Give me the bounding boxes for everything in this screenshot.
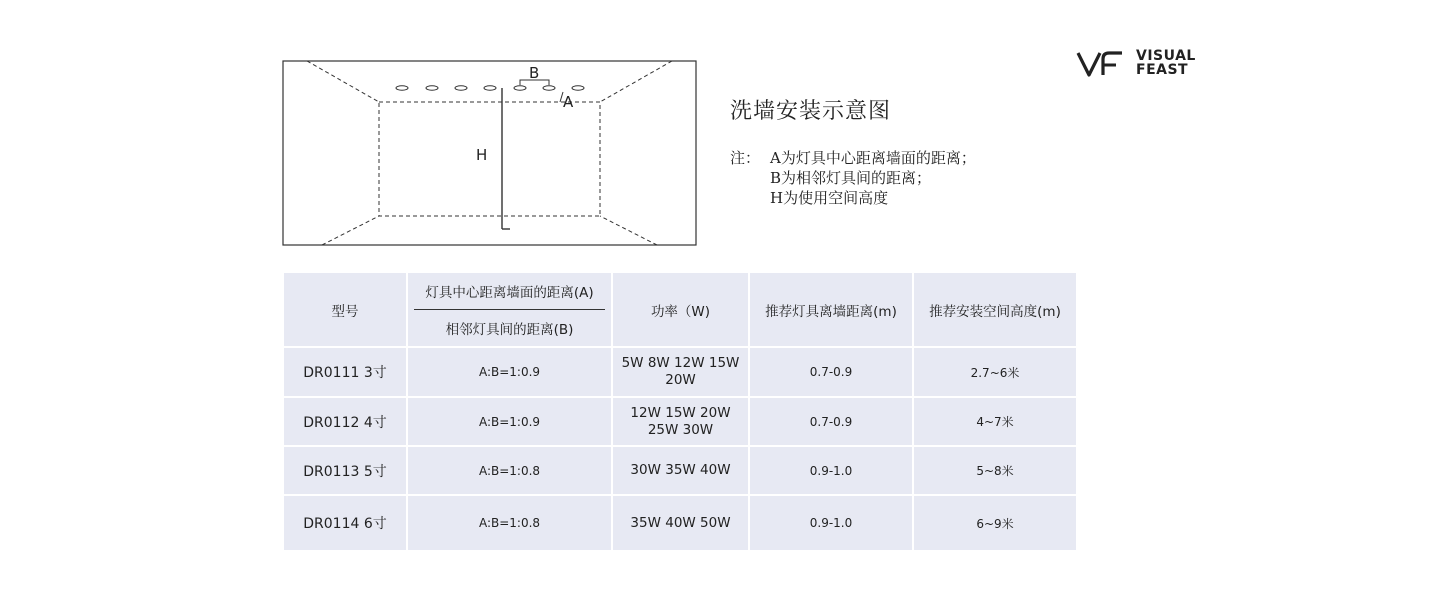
header-height: 推荐安装空间高度(m) — [913, 272, 1077, 347]
cell-model: DR0114 6寸 — [283, 495, 407, 551]
note-line-h: H为使用空间高度 — [770, 189, 889, 207]
cell-ratio: A:B=1:0.9 — [407, 347, 612, 397]
cell-height: 4~7米 — [913, 397, 1077, 446]
header-wall-distance: 推荐灯具离墙距离(m) — [749, 272, 913, 347]
table-row — [283, 495, 1077, 551]
header-distance-a: 灯具中心距离墙面的距离(A) — [414, 281, 605, 310]
cell-wall-distance: 0.9-1.0 — [749, 446, 913, 495]
logo-word-visual: VISUAL — [1136, 48, 1196, 64]
label-a: A — [563, 93, 574, 111]
cell-ratio: A:B=1:0.8 — [407, 495, 612, 551]
cell-power: 35W 40W 50W — [612, 495, 749, 551]
table-row — [283, 446, 1077, 495]
table-row — [283, 347, 1077, 397]
brand-logo — [1076, 45, 1196, 81]
cell-height: 2.7~6米 — [913, 347, 1077, 397]
cell-power: 30W 35W 40W — [612, 446, 749, 495]
cell-ratio: A:B=1:0.9 — [407, 397, 612, 446]
cell-wall-distance: 0.7-0.9 — [749, 347, 913, 397]
cell-height: 6~9米 — [913, 495, 1077, 551]
cell-model: DR0111 3寸 — [283, 347, 407, 397]
cell-model: DR0112 4寸 — [283, 397, 407, 446]
cell-power: 5W 8W 12W 15W 20W — [612, 347, 749, 397]
label-b: B — [529, 64, 540, 82]
cell-power: 12W 15W 20W 25W 30W — [612, 397, 749, 446]
header-model: 型号 — [283, 272, 407, 347]
wall-wash-diagram — [282, 60, 698, 248]
cell-model: DR0113 5寸 — [283, 446, 407, 495]
table-row — [283, 397, 1077, 446]
notes — [730, 148, 976, 208]
cell-wall-distance: 0.7-0.9 — [749, 397, 913, 446]
notes-label: 注： — [730, 149, 761, 167]
cell-ratio: A:B=1:0.8 — [407, 446, 612, 495]
cell-wall-distance: 0.9-1.0 — [749, 495, 913, 551]
label-h: H — [476, 146, 488, 164]
cell-height: 5~8米 — [913, 446, 1077, 495]
table-header-row — [283, 272, 1077, 347]
note-line-a: A为灯具中心距离墙面的距离； — [770, 149, 976, 167]
room-perspective-drawing — [282, 60, 698, 248]
header-distance-b: 相邻灯具间的距离(B) — [445, 322, 574, 338]
vf-logo-icon — [1076, 45, 1126, 81]
header-distances — [407, 272, 612, 347]
spec-table — [282, 271, 1078, 552]
logo-word-feast: FEAST — [1136, 62, 1189, 78]
note-line-b: B为相邻灯具间的距离； — [770, 169, 932, 187]
header-power: 功率（W) — [612, 272, 749, 347]
page-title: 洗墙安装示意图 — [730, 99, 892, 124]
